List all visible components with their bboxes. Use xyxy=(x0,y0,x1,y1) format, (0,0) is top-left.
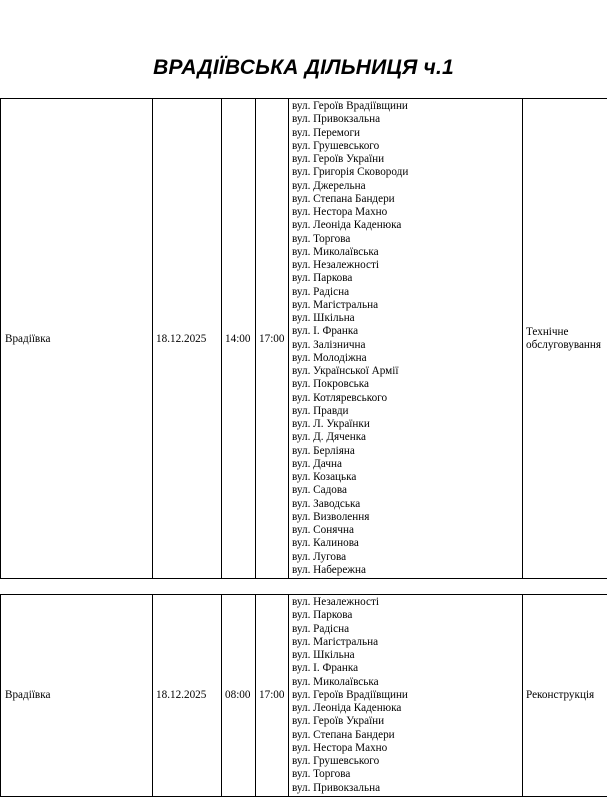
street-item: вул. Героїв Врадіївщини xyxy=(292,688,408,701)
street-item: вул. Героїв України xyxy=(292,715,385,728)
date-cell: 18.12.2025 xyxy=(153,99,222,579)
street-item: вул. Магістральна xyxy=(292,635,379,648)
street-item: вул. Миколаївська xyxy=(292,245,379,258)
street-item: вул. Радісна xyxy=(292,622,350,635)
street-item: вул. Степана Бандери xyxy=(292,728,395,741)
street-item: вул. Д. Дяченка xyxy=(292,431,366,444)
street-item: вул. Паркова xyxy=(292,609,353,622)
street-item: вул. Заводська xyxy=(292,497,361,510)
street-item: вул. Калинова xyxy=(292,537,359,550)
street-item: вул. Привокзальна xyxy=(292,781,381,794)
street-item: вул. Набережна xyxy=(292,563,366,576)
street-item: вул. Л. Українки xyxy=(292,418,370,430)
street-item: вул. Леоніда Каденюка xyxy=(292,702,402,714)
street-item: вул. Грушевського xyxy=(292,139,380,152)
street-item: вул. Героїв Врадіївщини xyxy=(292,100,408,112)
street-item: вул. Котляревського xyxy=(292,391,388,404)
work-type-cell: Технічне обслуговування xyxy=(523,99,607,579)
start-time-cell: 14:00 xyxy=(222,99,256,579)
street-item: вул. Покровська xyxy=(292,378,369,391)
street-item: вул. Героїв України xyxy=(292,153,385,165)
street-item: вул. Грушевського xyxy=(292,755,380,767)
street-item: вул. Молодіжна xyxy=(292,351,367,364)
street-item: вул. Леоніда Каденюка xyxy=(292,219,402,232)
street-item: вул. Миколаївська xyxy=(292,675,379,688)
street-item: вул. Магістральна xyxy=(292,298,379,311)
street-item: вул. Привокзальна xyxy=(292,113,381,126)
table-row xyxy=(1,595,607,797)
street-item: вул. Козацька xyxy=(292,471,357,483)
page-title: ВРАДІЇВСЬКА ДІЛЬНИЦЯ ч.1 xyxy=(153,56,454,79)
location-cell: Врадіївка xyxy=(1,99,153,579)
street-item: вул. Сонячна xyxy=(292,524,354,536)
location-cell: Врадіївка xyxy=(1,595,153,797)
start-time-cell: 08:00 xyxy=(222,595,256,797)
street-item: вул. Джерельна xyxy=(292,179,366,192)
street-item: вул. Радісна xyxy=(292,285,350,298)
street-item: вул. Незалежності xyxy=(292,259,379,271)
street-item: вул. Нестора Махно xyxy=(292,206,388,218)
street-item: вул. Незалежності xyxy=(292,596,379,608)
end-time-cell: 17:00 xyxy=(256,595,289,797)
street-item: вул. Залізнична xyxy=(292,338,366,351)
streets-cell xyxy=(289,99,523,579)
outage-table-1 xyxy=(0,98,607,579)
street-item: вул. Шкільна xyxy=(292,649,355,661)
street-item: вул. Української Армії xyxy=(292,365,399,377)
street-item: вул. Степана Бандери xyxy=(292,192,395,205)
table-row xyxy=(1,99,607,579)
street-item: вул. Визволення xyxy=(292,510,370,523)
street-item: вул. Торгова xyxy=(292,232,351,245)
street-item: вул. Садова xyxy=(292,484,347,497)
street-item: вул. Нестора Махно xyxy=(292,741,388,754)
work-type-cell: Реконструкція xyxy=(523,595,607,797)
outage-table-2 xyxy=(0,594,607,797)
street-item: вул. Торгова xyxy=(292,768,351,781)
street-item: вул. І. Франка xyxy=(292,662,359,675)
streets-cell xyxy=(289,595,523,797)
street-item: вул. Лугова xyxy=(292,550,347,563)
street-item: вул. Паркова xyxy=(292,272,353,285)
street-item: вул. Правди xyxy=(292,404,349,417)
date-cell: 18.12.2025 xyxy=(153,595,222,797)
street-item: вул. Перемоги xyxy=(292,126,361,139)
street-item: вул. Берліяна xyxy=(292,444,355,457)
street-item: вул. Григорія Сковороди xyxy=(292,166,409,179)
street-item: вул. Шкільна xyxy=(292,312,355,324)
street-item: вул. І. Франка xyxy=(292,325,359,338)
street-item: вул. Дачна xyxy=(292,457,342,470)
end-time-cell: 17:00 xyxy=(256,99,289,579)
